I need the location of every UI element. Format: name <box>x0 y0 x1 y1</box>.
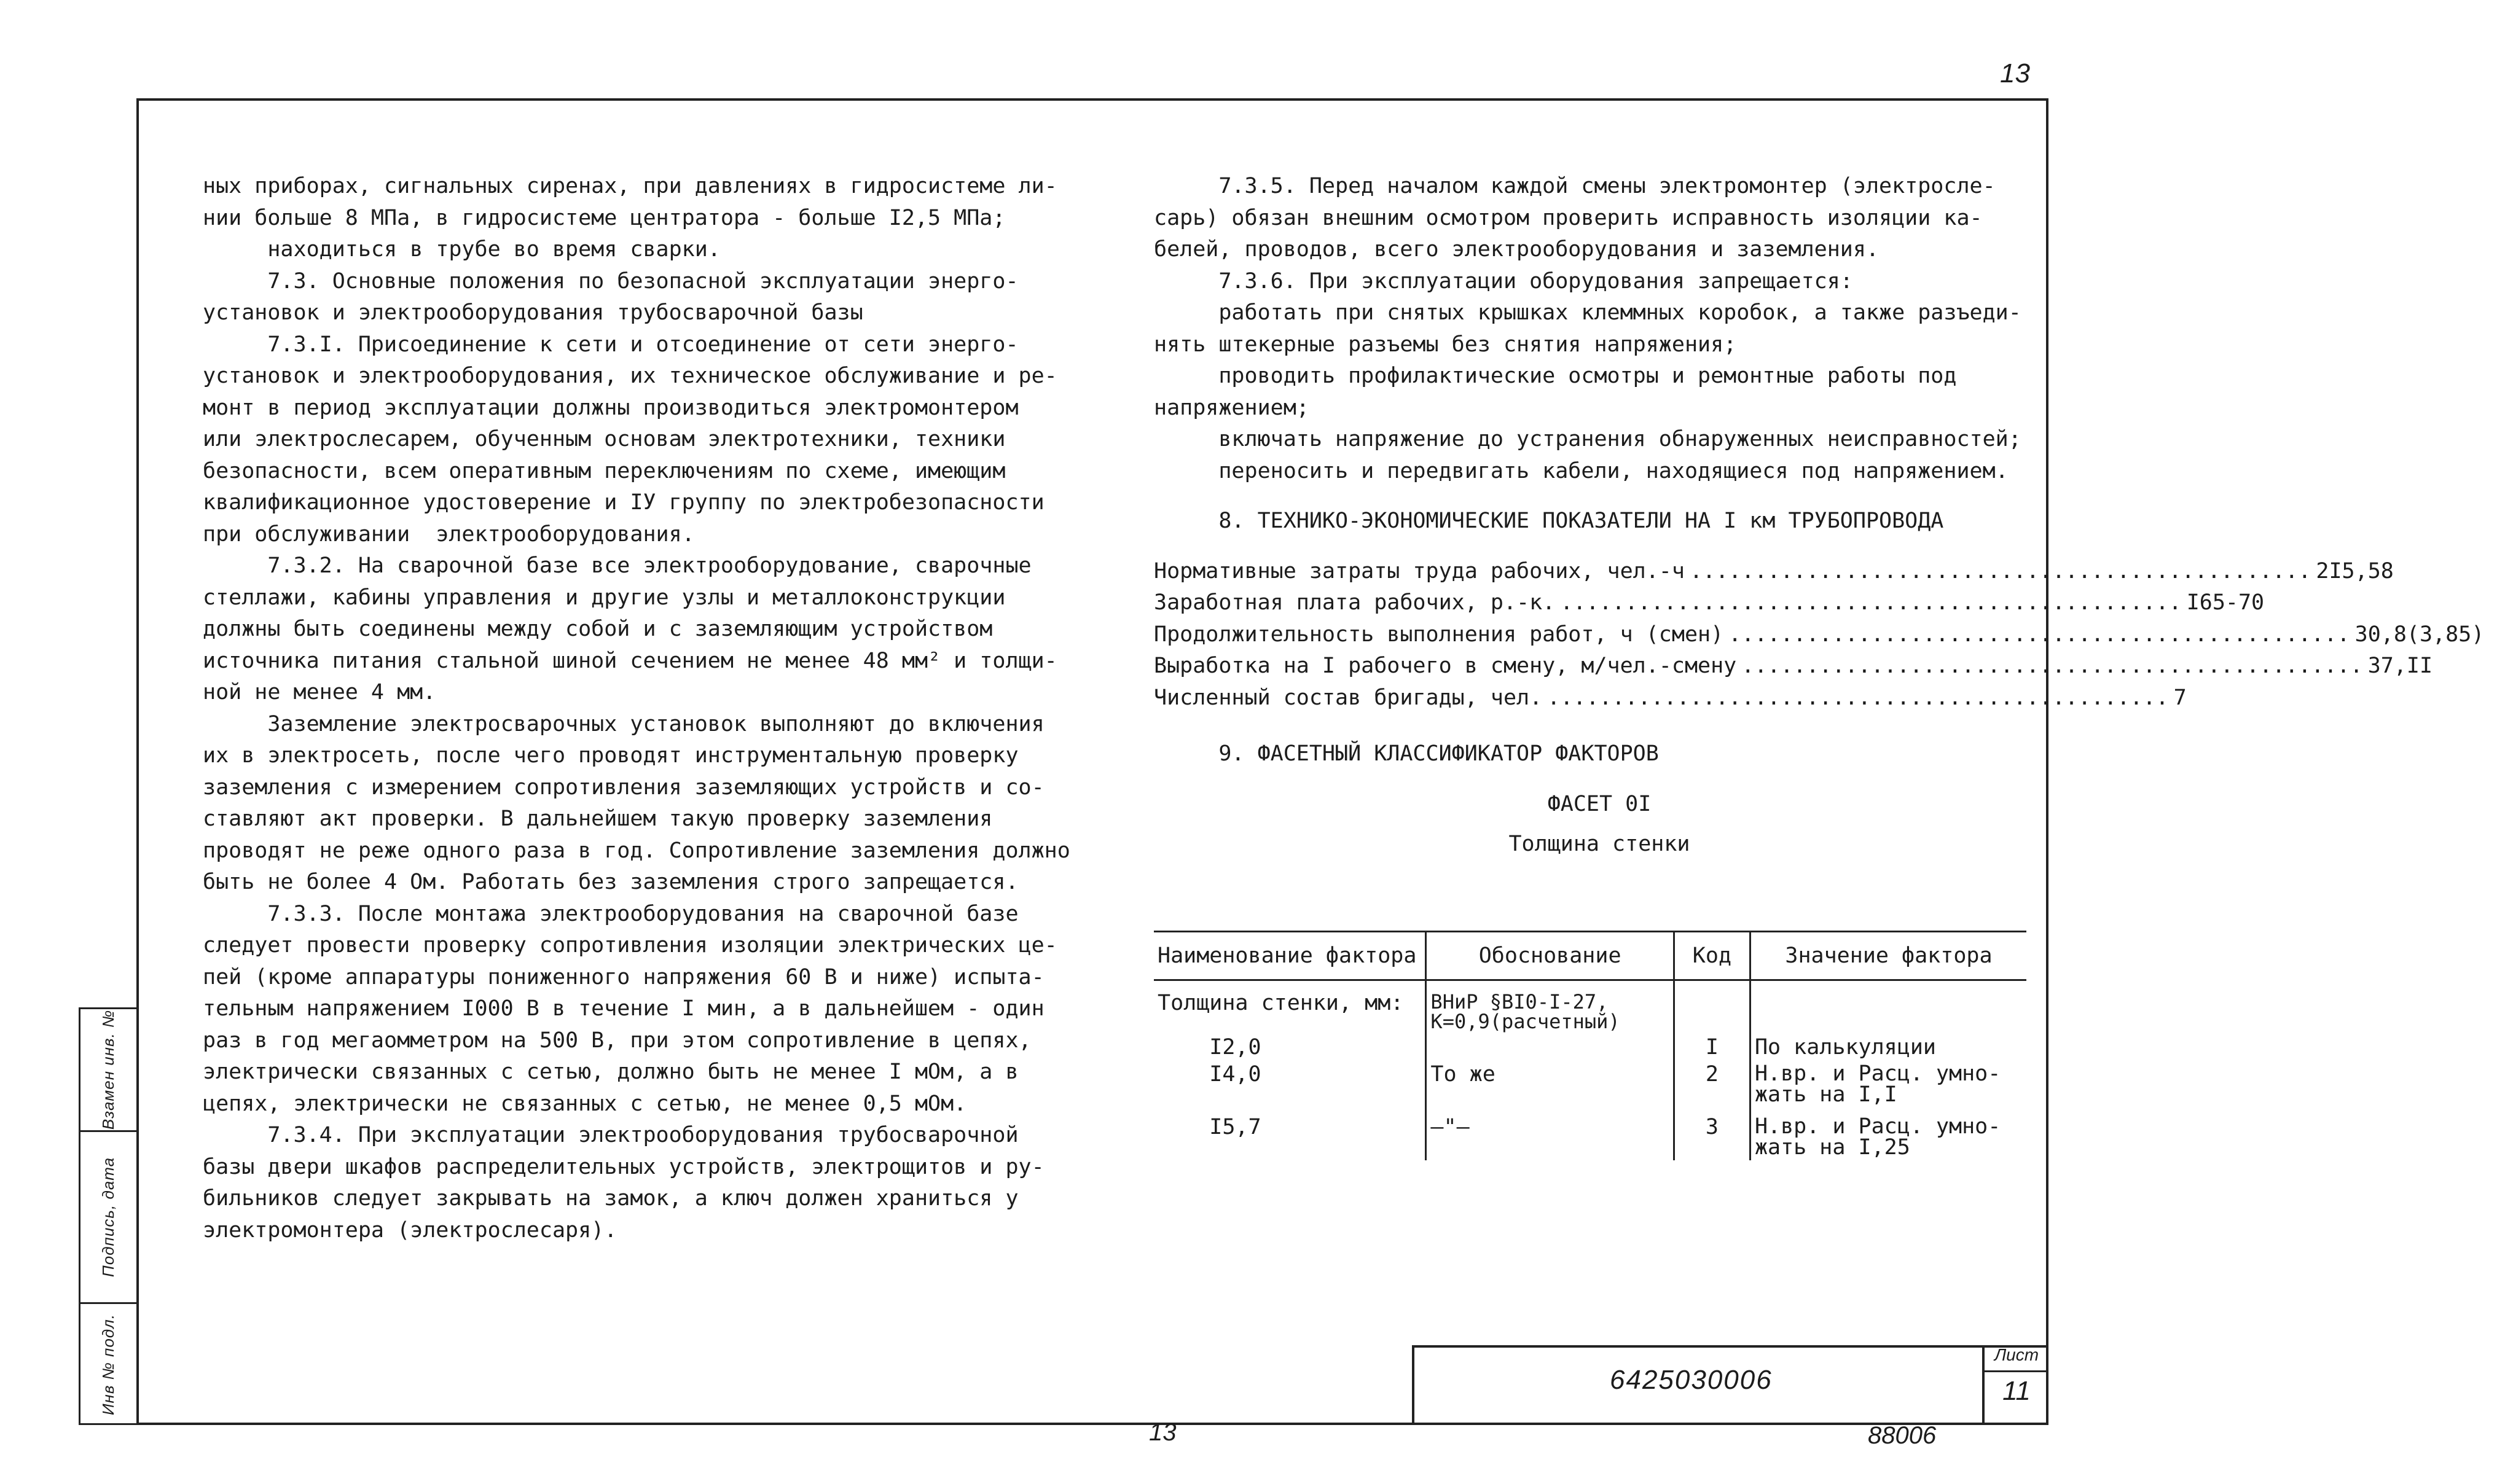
text-line: переносить и передвигать кабели, находящиеся под напряжением. <box>1154 458 2009 483</box>
margin-cell-replace <box>80 1009 136 1132</box>
bottom-code: 88006 <box>1868 1422 1937 1449</box>
metric-label: Заработная плата рабочих, р.-к. <box>1154 590 1556 615</box>
cell-value <box>1750 980 2026 1034</box>
margin-label-signature: Подпись, дата <box>99 1157 117 1278</box>
header-factor-name: Наименование фактора <box>1154 932 1426 980</box>
text-line: установок и электрооборудования, их техническое обслуживание и ре- <box>203 364 1057 388</box>
facet-title: ФАСЕТ 0I <box>1547 791 1652 816</box>
table-header-row <box>1154 932 2026 980</box>
text-line: 7.3.5. Перед началом каждой смены электромонтер (электросле- <box>1154 174 1996 198</box>
metric-label: Нормативные затраты труда рабочих, чел.-ч <box>1154 558 1685 584</box>
text-line: источника питания стальной шиной сечением не менее 48 мм² и толщи- <box>203 648 1057 673</box>
text-line: установок и электрооборудования трубосварочной базы <box>203 300 863 325</box>
text-line: следует провести проверку сопротивления изоляции электрических це- <box>203 933 1057 958</box>
text-line: стеллажи, кабины управления и другие узлы и металлоконструкции <box>203 585 1006 610</box>
text-line: находиться в трубе во время сварки. <box>203 237 721 262</box>
facet-table <box>1154 931 2026 1160</box>
metric-row <box>1154 682 2187 714</box>
text-line: бильников следует закрывать на замок, а ключ должен храниться у <box>203 1186 1019 1211</box>
metric-label: Численный состав бригады, чел. <box>1154 685 1543 710</box>
text-line: 7.3.I. Присоединение к сети и отсоединение от сети энерго- <box>203 332 1019 357</box>
metric-row <box>1154 587 2265 619</box>
metric-row <box>1154 650 2433 682</box>
cell-code: 3 <box>1674 1107 1750 1160</box>
cell-name: I4,0 <box>1158 1062 1261 1087</box>
sheet-label: Лист <box>1985 1345 2048 1372</box>
cell-code <box>1674 980 1750 1034</box>
text-line: безопасности, всем оперативным переключениям по схеме, имеющим <box>203 458 1006 483</box>
cell-name: Толщина стенки, мм: <box>1158 991 1404 1015</box>
cell-basis: ВНиР §ВI0-I-27, К=0,9(расчетный) <box>1426 980 1674 1034</box>
cell-code: 2 <box>1674 1061 1750 1107</box>
metric-leader-dots: ................................................ <box>1728 622 2350 647</box>
document-code: 6425030006 <box>1610 1365 1773 1395</box>
metric-leader-dots: ................................................ <box>1689 558 2311 584</box>
text-line: включать напряжение до устранения обнаруженных неисправностей; <box>1154 427 2021 451</box>
table-row <box>1154 1034 2026 1061</box>
text-line: ной не менее 4 мм. <box>203 680 436 705</box>
cell-basis: —"— <box>1426 1107 1674 1160</box>
left-column <box>203 171 1070 1246</box>
text-line: монт в период эксплуатации должны производиться электромонтером <box>203 395 1019 420</box>
text-line: электромонтера (электрослесаря). <box>203 1217 617 1243</box>
metric-value: 30,8(3,85) <box>2354 622 2485 647</box>
cell-basis: То же <box>1426 1061 1674 1107</box>
text-line: 7.3.6. При эксплуатации оборудования запрещается: <box>1154 268 1853 294</box>
text-line: электрически связанных с сетью, должно быть не менее I мОм, а в <box>203 1060 1019 1084</box>
text-line: проводить профилактические осмотры и ремонтные работы под <box>1154 364 1957 388</box>
metric-row <box>1154 556 2394 588</box>
cell-value: Н.вр. и Расц. умно- жать на I,I <box>1750 1061 2026 1107</box>
text-line: заземления с измерением сопротивления заземляющих устройств и со- <box>203 775 1045 800</box>
metrics-list <box>1154 556 2485 714</box>
margin-label-inventory: Инв № подл. <box>99 1313 118 1416</box>
cell-code: I <box>1674 1034 1750 1061</box>
text-line: тельным напряжением I000 В в течение I мин, а в дальнейшем - один <box>203 996 1045 1021</box>
cell-name: I5,7 <box>1158 1115 1261 1139</box>
text-line: цепях, электрически не связанных с сетью, не менее 0,5 мОм. <box>203 1091 967 1116</box>
text-line: ставляют акт проверки. В дальнейшем такую проверку заземления <box>203 806 993 831</box>
header-basis: Обоснование <box>1426 932 1674 980</box>
sheet-box <box>1982 1345 2048 1425</box>
text-line: быть не более 4 Ом. Работать без заземления строго запрещается. <box>203 870 1019 894</box>
text-line: раз в год мегаомметром на 500 В, при этом сопротивление в цепях, <box>203 1028 1032 1053</box>
table-row <box>1154 1107 2026 1160</box>
text-line: нии больше 8 МПа, в гидросистеме центратора - больше I2,5 МПа; <box>203 205 1006 230</box>
text-line: нять штекерные разъемы без снятия напряжения; <box>1154 332 1737 357</box>
right-column <box>1154 171 2485 861</box>
text-line: напряжением; <box>1154 395 1309 420</box>
metric-value: 37,II <box>2367 654 2433 678</box>
text-line: 7.3. Основные положения по безопасной эксплуатации энерго- <box>203 268 1019 294</box>
metric-label: Выработка на I рабочего в смену, м/чел.-смену <box>1154 654 1737 678</box>
text-line: ных приборах, сигнальных сиренах, при давлениях в гидросистеме ли- <box>203 174 1057 198</box>
header-code: Код <box>1674 932 1750 980</box>
table-row <box>1154 980 2026 1034</box>
margin-strip <box>79 1007 136 1425</box>
text-line: базы двери шкафов распределительных устройств, электрощитов и ру- <box>203 1154 1045 1179</box>
cell-basis <box>1426 1034 1674 1061</box>
metric-value: 2I5,58 <box>2316 558 2394 584</box>
facet-subtitle: Толщина стенки <box>1508 832 1690 856</box>
metric-leader-dots: ................................................ <box>1741 654 2363 678</box>
margin-cell-inventory <box>80 1304 136 1425</box>
text-line: работать при снятых крышках клеммных коробок, а также разъеди- <box>1154 300 2021 325</box>
text-line: или электрослесарем, обученным основам электротехники, техники <box>203 427 1006 451</box>
cell-value: По калькуляции <box>1750 1034 2026 1061</box>
table-row <box>1154 1061 2026 1107</box>
text-line: при обслуживании электрооборудования. <box>203 521 695 547</box>
text-line: Заземление электросварочных установок выполняют до включения <box>203 711 1045 736</box>
margin-cell-signature <box>80 1132 136 1304</box>
metric-value: 7 <box>2173 685 2187 710</box>
bottom-page-number: 13 <box>1149 1419 1177 1446</box>
page-number-top: 13 <box>2000 58 2030 88</box>
text-line: 7.3.4. При эксплуатации электрооборудования трубосварочной <box>203 1123 1019 1147</box>
section-9-heading: 9. ФАСЕТНЫЙ КЛАССИФИКАТОР ФАКТОРОВ <box>1154 741 1659 766</box>
metric-value: I65-70 <box>2186 590 2265 615</box>
text-line: квалификационное удостоверение и IУ группу по электробезопасности <box>203 490 1045 515</box>
cell-name: I2,0 <box>1158 1035 1261 1060</box>
metric-row <box>1154 619 2485 651</box>
text-line: пей (кроме аппаратуры пониженного напряжения 60 В и ниже) испыта- <box>203 964 1045 990</box>
text-line: 7.3.3. После монтажа электрооборудования на сварочной базе <box>203 901 1019 926</box>
text-line: проводят не реже одного раза в год. Сопротивление заземления должно <box>203 838 1070 863</box>
metric-label: Продолжительность выполнения работ, ч (смен) <box>1154 622 1724 647</box>
metric-leader-dots: ................................................ <box>1560 590 2182 615</box>
header-factor-value: Значение фактора <box>1750 932 2026 980</box>
text-line: белей, проводов, всего электрооборудования и заземления. <box>1154 237 1880 262</box>
text-line: их в электросеть, после чего проводят инструментальную проверку <box>203 743 1019 768</box>
text-line: 7.3.2. На сварочной базе все электрооборудование, сварочные <box>203 553 1032 578</box>
sheet-number: 11 <box>2002 1376 2031 1406</box>
metric-leader-dots: ................................................ <box>1547 685 2169 710</box>
section-8-heading: 8. ТЕХНИКО-ЭКОНОМИЧЕСКИЕ ПОКАЗАТЕЛИ НА I км ТРУБОПРОВОДА <box>1154 509 1944 533</box>
text-line: сарь) обязан внешним осмотром проверить исправность изоляции ка- <box>1154 205 1983 230</box>
text-line: должны быть соединены между собой и с заземляющим устройством <box>203 617 993 641</box>
margin-label-replace: Взамен инв. № <box>99 1009 118 1130</box>
cell-value: Н.вр. и Расц. умно- жать на I,25 <box>1750 1107 2026 1160</box>
